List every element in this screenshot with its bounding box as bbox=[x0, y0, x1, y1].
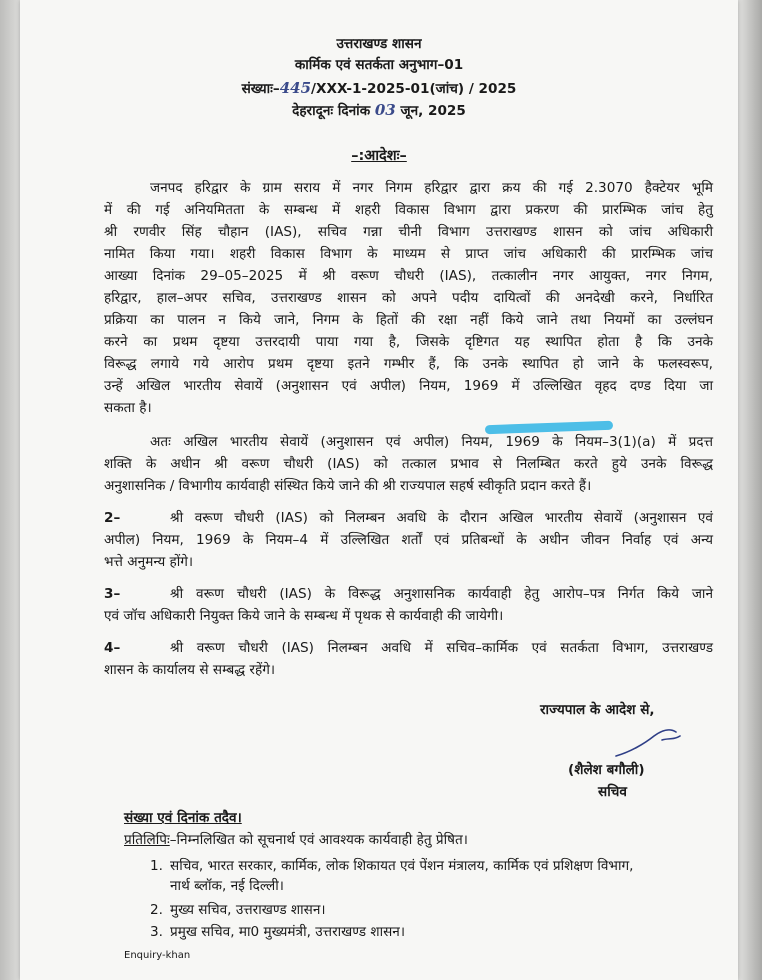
para1-line: नामित किया गया। शहरी विकास विभाग के माध्यम से प्राप्त जांच अधिकारी की प्रारम्भिक जांच bbox=[104, 246, 713, 262]
page-shadow-right bbox=[736, 0, 762, 980]
reference-number bbox=[20, 78, 738, 99]
clause-line: एवं जॉच अधिकारी नियुक्त किये जाने के सम्बन्ध में पृथक से कार्यवाही की जायेगी। bbox=[104, 608, 504, 624]
para2-line: अतः अखिल भारतीय सेवायें (अनुशासन एवं अपील) नियम, 1969 के नियम–3(1)(a) में प्रदत्त bbox=[150, 434, 713, 450]
para1-line: विरूद्ध लगाये गये आरोप प्रथम दृष्टया इतने गम्भीर हैं, कि उनके स्थापित हो जाने के फलस्वरूप, bbox=[104, 356, 713, 372]
para1-line: श्री रणवीर सिंह चौहान (IAS), सचिव गन्ना चीनी विभाग उत्तराखण्ड शासन को जांच अधिकारी bbox=[104, 224, 713, 240]
handwritten-signature-icon bbox=[610, 722, 690, 762]
reference-same: संख्या एवं दिनांक तदैव। bbox=[124, 810, 242, 826]
date-suffix: जून, 2025 bbox=[400, 103, 466, 119]
clause-line: श्री वरूण चौधरी (IAS) के विरूद्ध अनुशासनिक कार्यवाही हेतु आरोप–पत्र निर्गत किये जाने bbox=[170, 586, 713, 602]
copy-text: –निम्नलिखित को सूचनार्थ एवं आवश्यक कार्यवाही हेतु प्रेषित। bbox=[169, 832, 468, 848]
document-page bbox=[20, 0, 738, 980]
para2-line: शक्ति के अधीन श्री वरूण चौधरी (IAS) को तत्काल प्रभाव से निलम्बित करते हुये उनके विरूद्ध bbox=[104, 456, 713, 472]
clause-line: श्री वरूण चौधरी (IAS) को निलम्बन अवधि के दौरान अखिल भारतीय सेवायें (अनुशासन एवं bbox=[170, 510, 713, 526]
para1-line: प्रक्रिया का पालन न किये जाने, निगम के हितों की रक्षा नहीं किये जाने तथा नियमों का उल्लंघन bbox=[104, 312, 713, 328]
para1-line: आख्या दिनांक 29–05–2025 में श्री वरूण चौधरी (IAS), तत्कालीन नगर आयुक्त, नगर निगम, bbox=[104, 268, 713, 284]
para1-line: करने का प्रथम दृष्टया उत्तरदायी पाया गया है, जिसके दृष्टिगत यह स्थापित होता है कि उनके bbox=[104, 334, 713, 350]
date-line bbox=[20, 100, 738, 121]
clause-number: 3– bbox=[104, 586, 121, 602]
copy-to-line bbox=[124, 830, 468, 850]
clause-number: 4– bbox=[104, 640, 121, 656]
recipient-number: 1. bbox=[150, 858, 163, 874]
govt-name: उत्तराखण्ड शासन bbox=[336, 36, 422, 52]
recipient-line: मुख्य सचिव, उत्तराखण्ड शासन। bbox=[170, 902, 326, 918]
recipient-line: सचिव, भारत सरकार, कार्मिक, लोक शिकायत एवं पेंशन मंत्रालय, कार्मिक एवं प्रशिक्षण विभाग, bbox=[170, 858, 634, 874]
date-day-handwritten: 03 bbox=[374, 101, 396, 119]
signatory-designation: सचिव bbox=[598, 784, 627, 800]
para1-line: में की गई अनियमितता के सम्बन्ध में शहरी विकास विभाग द्वारा प्रकरण की प्रारम्भिक जांच हेतु bbox=[104, 202, 713, 218]
recipient-line: प्रमुख सचिव, मा0 मुख्यमंत्री, उत्तराखण्ड शासन। bbox=[170, 924, 405, 940]
watermark-text: Enquiry-khan bbox=[124, 950, 191, 961]
recipient-number: 3. bbox=[150, 924, 163, 940]
signatory-name: (शैलेश बगौली) bbox=[568, 762, 645, 778]
copy-label: प्रतिलिपिः bbox=[124, 832, 170, 848]
ref-prefix: संख्याः– bbox=[241, 81, 280, 97]
ref-suffix: /XXX-1-2025-01(जांच) / 2025 bbox=[311, 81, 517, 97]
signature-authority: राज्यपाल के आदेश से, bbox=[540, 702, 655, 718]
clause-line: शासन के कार्यालय से सम्बद्ध रहेंगे। bbox=[104, 662, 276, 678]
para1-line: उन्हें अखिल भारतीय सेवायें (अनुशासन एवं अपील) नियम, 1969 में उल्लिखित वृहद दण्ड दिया जा bbox=[104, 378, 713, 394]
date-prefix: देहरादूनः दिनांक bbox=[292, 103, 371, 119]
clause-line: अपील) नियम, 1969 के नियम–4 में उल्लिखित शर्तों एवं प्रतिबन्धों के अधीन जीवन निर्वाह एवं अन्य bbox=[104, 532, 713, 548]
ref-number-handwritten: 445 bbox=[279, 79, 312, 97]
para1-line: हरिद्वार, हाल–अपर सचिव, उत्तराखण्ड शासन को अपने पदीय दायित्वों की अनदेखी करने, निर्धारित bbox=[104, 290, 713, 306]
department-name: कार्मिक एवं सतर्कता अनुभाग–01 bbox=[294, 57, 464, 73]
para2-line: अनुशासनिक / विभागीय कार्यवाही संस्थित किये जाने की श्री राज्यपाल सहर्ष स्वीकृति प्रदान करते हैं। bbox=[104, 478, 592, 494]
order-title: –:आदेशः– bbox=[351, 148, 407, 164]
clause-line: भत्ते अनुमन्य होंगे। bbox=[104, 554, 194, 570]
para1-line: जनपद हरिद्वार के ग्राम सराय में नगर निगम हरिद्वार द्वारा क्रय की गई 2.3070 हैक्टेयर भूमि bbox=[150, 180, 713, 196]
para1-line: सकता है। bbox=[104, 400, 152, 416]
recipient-line: नार्थ ब्लॉक, नई दिल्ली। bbox=[170, 878, 284, 894]
recipient-number: 2. bbox=[150, 902, 163, 918]
clause-line: श्री वरूण चौधरी (IAS) निलम्बन अवधि में सचिव–कार्मिक एवं सतर्कता विभाग, उत्तराखण्ड bbox=[170, 640, 713, 656]
clause-number: 2– bbox=[104, 510, 121, 526]
